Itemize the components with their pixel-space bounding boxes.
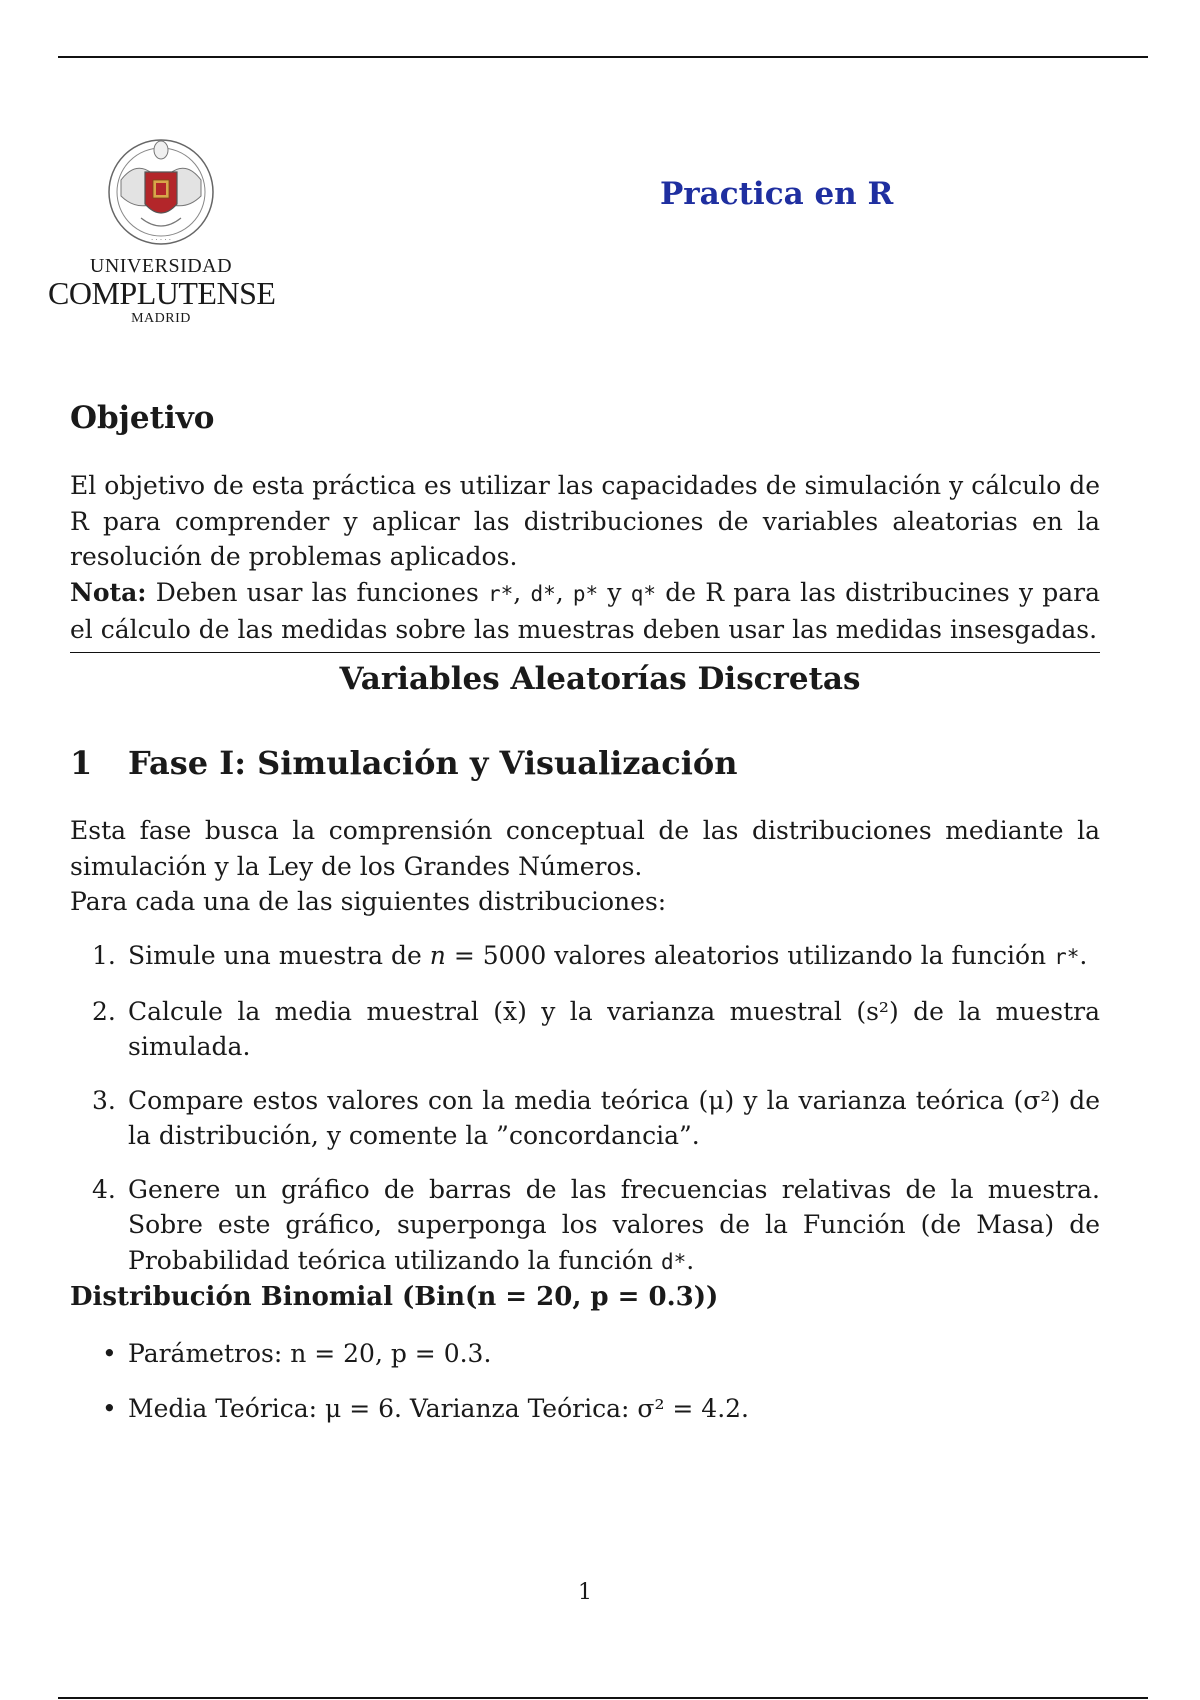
steps-list xyxy=(92,938,1100,1298)
university-logo xyxy=(48,130,274,328)
list-item xyxy=(100,1391,1100,1427)
objective-heading: Objetivo xyxy=(70,400,215,436)
university-seal-icon xyxy=(101,130,221,250)
objective-text: El objetivo de esta práctica es utilizar las capacidades de simulación y cálculo de R para comprender y aplicar las distribuciones de variables aleatorias en la resolución de problemas aplicados. xyxy=(70,471,1100,571)
list-item xyxy=(92,938,1100,976)
note-and: y xyxy=(607,577,622,607)
page-number: 1 xyxy=(578,1580,592,1605)
note-post: de R para las distribucines y para el cálculo de las medidas sobre las muestras deben usar las medidas insesgadas. xyxy=(70,577,1101,644)
math-n: n xyxy=(429,941,446,970)
bullet-icon: • xyxy=(102,1339,117,1368)
list-item xyxy=(100,1336,1100,1372)
item-text-post: valores aleatorios utilizando la función xyxy=(546,941,1047,970)
item-end: . xyxy=(1079,941,1088,970)
logo-line-complutense: COMPLUTENSE xyxy=(48,275,276,311)
code-p: p* xyxy=(572,581,599,606)
logo-line-madrid: MADRID xyxy=(131,311,191,326)
bullet-text: Media Teórica: μ = 6. Varianza Teórica: σ² = 4.2. xyxy=(128,1393,750,1423)
item-end: . xyxy=(686,1245,695,1275)
bullet-icon: • xyxy=(102,1393,117,1423)
code-d: d* xyxy=(661,1249,687,1274)
code-q: q* xyxy=(630,581,657,606)
part-title: Variables Aleatorías Discretas xyxy=(339,661,861,697)
item-text: Genere un gráfico de barras de las frecuencias relativas de la muestra. Sobre este gráfico, superponga los valores de la Función (de Masa) de Probabilidad teórica utilizando la función xyxy=(128,1174,1100,1275)
item-number: 2. xyxy=(92,996,116,1026)
note-paragraph xyxy=(70,575,1100,648)
list-item xyxy=(92,994,1100,1065)
objective-block xyxy=(70,468,1100,653)
note-label: Nota: xyxy=(70,577,147,607)
section-intro-1: Esta fase busca la comprensión conceptual de las distribuciones mediante la simulación y la Ley de los Grandes Números. xyxy=(70,816,1100,881)
binomial-heading: Distribución Binomial (Bin(n = 20, p = 0.3)) xyxy=(70,1282,719,1312)
item-text: Simule una muestra de xyxy=(128,941,422,970)
document-title: Practica en R xyxy=(660,176,894,212)
item-text: Calcule la media muestral (x̄) y la varianza muestral (s²) de la muestra simulada. xyxy=(128,996,1100,1061)
note-pre: Deben usar las funciones xyxy=(155,577,479,607)
bullet-text: Parámetros: n = 20, p = 0.3. xyxy=(128,1339,492,1368)
section-number: 1 xyxy=(70,744,93,782)
note-sep1: , xyxy=(513,577,522,607)
item-number: 1. xyxy=(92,941,116,970)
item-eq: = 5000 xyxy=(445,941,547,970)
code-r: r* xyxy=(487,581,514,606)
section-intro-2: Para cada una de las siguientes distribuciones: xyxy=(70,887,667,916)
svg-text:· · · · ·: · · · · · xyxy=(150,236,172,244)
bottom-rule xyxy=(58,1697,1148,1699)
item-text: Compare estos valores con la media teórica (μ) y la varianza teórica (σ²) de la distribución, y comente la ”concordancia”. xyxy=(128,1085,1100,1150)
item-number: 3. xyxy=(92,1085,116,1115)
list-item xyxy=(92,1083,1100,1154)
section-heading xyxy=(70,744,1100,782)
list-item xyxy=(92,1172,1100,1281)
top-rule xyxy=(58,56,1148,58)
section-intro xyxy=(70,813,1100,920)
section-title: Fase I: Simulación y Visualización xyxy=(128,744,738,782)
code-r: r* xyxy=(1054,945,1080,969)
code-d: d* xyxy=(530,581,556,606)
item-number: 4. xyxy=(92,1174,116,1204)
note-sep2: , xyxy=(555,577,564,607)
logo-line-universidad: UNIVERSIDAD xyxy=(89,255,233,277)
binomial-list xyxy=(100,1336,1100,1445)
